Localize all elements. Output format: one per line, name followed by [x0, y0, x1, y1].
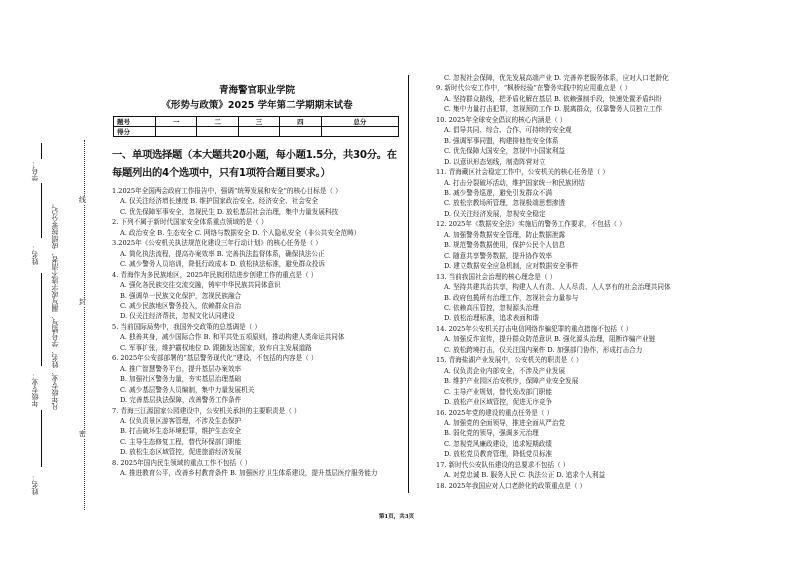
- binding-warning: 凡年级专业、姓名、学号错写、漏写或字迹不清者，成绩按零分记。: [51, 200, 59, 410]
- question-option: D. 仅关注经济帮扶，忽视文化认同建设: [120, 312, 235, 321]
- question-stem: 6. 2025年公安部部署的“基层警务现代化”建设，不包括的内容是（ ）: [112, 354, 318, 363]
- section-heading-line: 每题列出的4个选项中，只有1项符合题目要求。）: [112, 167, 331, 179]
- question-option: A. 仅关注经济增长速度 B. 维护国家政治安全、经济安全、社会安全: [120, 197, 319, 206]
- question-option: C. 减少民族地区警务投入，依赖群众自治: [120, 301, 242, 310]
- question-option: A. 仅负责景区游客管理，不涉及生态保护: [120, 416, 242, 425]
- question-option: C. 军事扩张，维护霸权地位 D. 跟随发达国家，放弃自主发展道路: [120, 343, 312, 352]
- question-option: D. 放松产业区域管控，促进无序竞争: [444, 398, 553, 407]
- left-column-questions: [112, 186, 404, 479]
- question-option: A. 仅负责企业内部安全，不涉及产业发展: [444, 366, 566, 375]
- question-option: C. 主导生态修复工程，替代环保部门职能: [120, 437, 242, 446]
- question-option: D. 完善基层执法保障，改善警务工作条件: [120, 396, 242, 405]
- question-option: D. 放松治理标准，追求表面和谐: [444, 314, 539, 323]
- question-stem: 17. 新时代公安队伍建设的总要求不包括（ ）: [436, 460, 570, 469]
- question-stem: 9. 新时代公安工作中，“枫桥经验”在警务实践中的应用重点是（ ）: [436, 84, 632, 93]
- question-stem: 15. 青海盐湖产业发展中，公安机关的职责是（ ）: [436, 356, 583, 365]
- question-option: C. 忽视社会保障，优先发展高端产业 D. 完善养老服务体系，应对人口老龄化: [444, 74, 669, 82]
- question-option: D. 放松党员教育管理，降低党员标准: [444, 450, 553, 459]
- question-stem: 13. 当前我国社会治理的核心理念是（ ）: [436, 272, 557, 281]
- question-option: A. 坚持共建共治共享，构建人人有责、人人尽责、人人享有的社会治理共同体: [444, 283, 671, 292]
- question-option: B. 规范警务数据使用，保护公民个人信息: [444, 241, 566, 250]
- question-option: C. 优先保障大国安全，忽视中小国家利益: [444, 147, 566, 156]
- question-option: A. 坚持群众路线，把矛盾化解在基层 B. 依赖强制手段，快速处置矛盾纠纷: [444, 94, 662, 103]
- section-heading-line: 一、单项选择题（本大题共20小题，每小题1.5分，共30分。在: [112, 149, 397, 161]
- score-cell: [321, 127, 398, 137]
- cell: 得分: [114, 127, 156, 137]
- seal-char-seal: 封: [79, 298, 86, 306]
- question-option: D. 建立数据安全应急机制，应对数据安全事件: [444, 262, 579, 271]
- school-name: 青海警官职业学院: [218, 85, 295, 96]
- score-table-score-row: [114, 127, 399, 137]
- question-option: C. 忽视党风廉政建设，追求短期政绩: [444, 439, 552, 448]
- exam-title: 《形势与政策》2025 学年第二学期期末试卷: [161, 100, 353, 111]
- student-id-line: [41, 143, 42, 159]
- question-option: A. 打击分裂破坏活动，维护国家统一和民族团结: [444, 178, 585, 187]
- question-option: A. 加强警务数据安全管理，防止数据泄露: [444, 230, 566, 239]
- score-cell: [197, 127, 238, 137]
- question-stem: 14. 2025年公安机关打击电信网络诈骗犯罪的重点措施不包括（ ）: [436, 324, 633, 333]
- question-stem: 10. 2025年全球安全倡议的核心内涵是（ ）: [436, 115, 567, 124]
- question-option: C. 放松跨境打击，仅关注国内案件 D. 加强部门协作，形成打击合力: [444, 345, 643, 354]
- cell: 三: [238, 117, 279, 127]
- question-option: B. 政府包揽所有治理工作，忽视社会力量参与: [444, 293, 579, 302]
- question-stem: 2. 下列不属于新时代国家安全体系重点领域的是（ ）: [112, 218, 268, 227]
- question-option: D. 仅关注经济发展，忽视安全稳定: [444, 209, 546, 218]
- question-option: C. 主导产业规划，替代发改部门职能: [444, 387, 552, 396]
- question-option: A. 强化各民族交往交流交融，铸牢中华民族共同体意识: [120, 281, 281, 290]
- right-column-questions: [436, 73, 726, 491]
- question-stem: 12. 2025年《数据安全法》实施后的警务工作要求，不包括（ ）: [436, 220, 626, 229]
- question-option: A. 简化执法流程，提高办案效率 B. 完善执法监督体系，确保执法公正: [120, 249, 325, 258]
- cell: 四: [280, 117, 321, 127]
- column-divider: [408, 75, 409, 493]
- question-stem: 8. 2025年国内民生领域的重点工作不包括（ ）: [112, 458, 252, 467]
- question-option: C. 优先保障军事安全，忽视民生 D. 放松基层社会治理，集中力量发展科技: [120, 207, 339, 216]
- question-stem: 4. 青海作为多民族地区，2025年民族团结进步创建工作的重点是（ ）: [112, 270, 318, 279]
- question-option: C. 放松宗教场所管理，忽视极端思想渗透: [444, 199, 566, 208]
- question-option: C. 随意共享警务数据，提升协作效率: [444, 251, 552, 260]
- cell: 总分: [321, 117, 398, 127]
- name-line: [41, 273, 42, 366]
- page-number: 第1页，共3页: [378, 514, 415, 520]
- question-stem: 1.2025年全国两会政府工作报告中，强调“统筹发展和安全”的核心目标是（ ）: [112, 187, 342, 195]
- score-cell: [156, 127, 197, 137]
- score-cell: [280, 127, 321, 137]
- question-stem: 3.2025年《公安机关执法规范化建设三年行动计划》的核心任务是（ ）: [112, 239, 322, 248]
- question-option: A. 独善其身，减少国际合作 B. 和平共处五项原则，推动构建人类命运共同体: [120, 333, 345, 342]
- question-option: B. 维护产业园区治安秩序，保障产业安全发展: [444, 377, 579, 386]
- question-option: C. 依赖高压管控，忽视源头治理: [444, 303, 539, 312]
- score-table: [113, 116, 399, 137]
- question-stem: 11. 青海藏区社会稳定工作中，公安机关的核心任务是（ ）: [436, 168, 609, 177]
- major-label: 年级专业：: [31, 372, 39, 407]
- question-option: A. 推进教育公平，改善乡村教育条件 B. 加强医疗卫生体系建设，提升基层医疗服务能力: [120, 469, 378, 478]
- question-option: D. 放松生态区域管控，促进旅游经济发展: [120, 448, 242, 457]
- question-option: B. 减少警务巡逻，避免引发群众不满: [444, 188, 552, 197]
- question-stem: 5. 当前国际局势中，我国外交政策的总基调是（ ）: [112, 322, 261, 331]
- name-label: 姓名：: [31, 244, 39, 265]
- cell: 一: [156, 117, 197, 127]
- section-heading: [112, 146, 397, 182]
- question-stem: 7. 青海三江源国家公园建设中，公安机关承担的主要职责是（ ）: [112, 406, 301, 415]
- question-option: A. 推广智慧警务平台，提升基层办案效率: [120, 364, 242, 373]
- question-option: A. 加强党的全面领导，推进全面从严治党: [444, 418, 566, 427]
- score-table-header-row: [114, 117, 399, 127]
- question-stem: 16. 2025年党的建设的重点任务是（ ）: [436, 408, 554, 417]
- question-option: A. 政治安全 B. 生态安全 C. 网络与数据安全 D. 个人隐私安全（非公共安全范畴）: [120, 228, 361, 237]
- question-option: A. 对党忠诚 B. 服务人民 C. 执法公正 D. 追求个人利益: [444, 471, 606, 480]
- student-id-line: [41, 183, 42, 238]
- question-option: C. 集中力量打击犯罪，忽视预防工作 D. 脱离群众，仅靠警务人员独立工作: [444, 105, 663, 114]
- score-cell: [238, 127, 279, 137]
- student-id-label: 学号：: [31, 160, 39, 181]
- question-option: C. 减少警务人员培训，降低行政成本 D. 放松执法标准，避免群众投诉: [120, 260, 325, 269]
- question-option: B. 打击破坏生态环境犯罪，维护生态安全: [120, 427, 242, 436]
- question-option: B. 强调单一民族文化保护，忽视民族融合: [120, 291, 242, 300]
- cell: 题号: [114, 117, 156, 127]
- question-option: B. 强调军事同盟，构建排他性安全体系: [444, 136, 559, 145]
- question-option: A. 倡导共同、综合、合作、可持续的安全观: [444, 126, 572, 135]
- seal-char-secret: 密: [79, 430, 86, 438]
- seal-char-line: 线: [79, 196, 86, 204]
- cell: 二: [197, 117, 238, 127]
- question-option: B. 加强社区警务力量，夯实基层治理基础: [120, 375, 242, 384]
- class-label: 姓名：: [31, 474, 39, 495]
- question-stem: 18. 2025年我国应对人口老龄化的政策重点是（ ）: [436, 481, 587, 490]
- question-option: D. 以意识形态划线，制造阵营对立: [444, 157, 546, 166]
- question-option: C. 减少基层警务人员编制，集中力量发展机关: [120, 385, 255, 394]
- question-option: B. 弱化党的领导，强调多元治理: [444, 429, 539, 438]
- major-line: [41, 410, 42, 467]
- question-option: A. 加强反诈宣传，提升群众防范意识 B. 强化源头治理，阻断诈骗产业链: [444, 335, 656, 344]
